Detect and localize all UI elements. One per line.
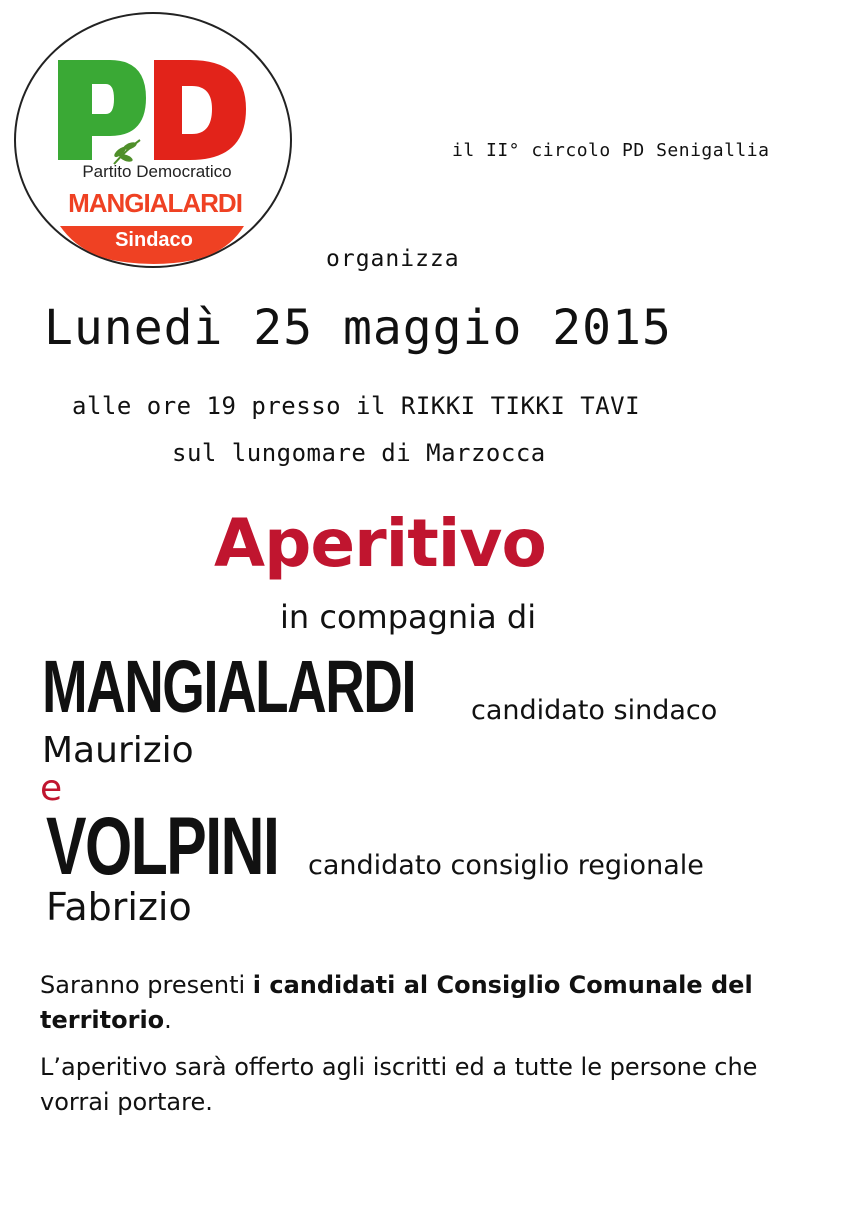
logo-party-name-1: Partito <box>82 162 132 181</box>
note-candidates <box>40 968 800 1038</box>
event-subtitle: in compagnia di <box>280 598 537 636</box>
event-date: Lunedì 25 maggio 2015 <box>44 300 672 356</box>
candidate-2-surname: VOLPINI <box>46 801 279 892</box>
note-offer: L’aperitivo sarà offerto agli iscritti ed a tutte le persone che vorrai portare. <box>40 1053 758 1116</box>
note-candidates-prefix: Saranno presenti <box>40 971 253 999</box>
note-candidates-suffix: . <box>164 1006 172 1034</box>
candidate-1-surname: MANGIALARDI <box>42 645 416 728</box>
candidate-1-role: candidato sindaco <box>471 695 718 726</box>
candidate-2-first-name: Fabrizio <box>46 885 192 929</box>
logo-role: Sindaco <box>115 229 193 251</box>
event-title: Aperitivo <box>214 505 546 582</box>
organizer-line: il II° circolo PD Senigallia <box>452 140 770 161</box>
event-time-place: alle ore 19 presso il RIKKI TIKKI TAVI <box>72 392 641 420</box>
event-location: sul lungomare di Marzocca <box>172 439 546 467</box>
logo-party-name <box>57 162 257 182</box>
organizza-label: organizza <box>326 246 460 272</box>
logo-candidate: MANGIALARDI <box>68 188 242 218</box>
conjunction: e <box>40 768 63 809</box>
candidate-1-first-name: Maurizio <box>42 730 194 771</box>
logo-party-name-2: Democratico <box>136 162 232 181</box>
pd-logo <box>14 12 292 268</box>
note-candidates-bold: i candidati al Consiglio Comunale del territorio <box>40 971 753 1034</box>
candidate-2-role: candidato consiglio regionale <box>308 850 704 881</box>
